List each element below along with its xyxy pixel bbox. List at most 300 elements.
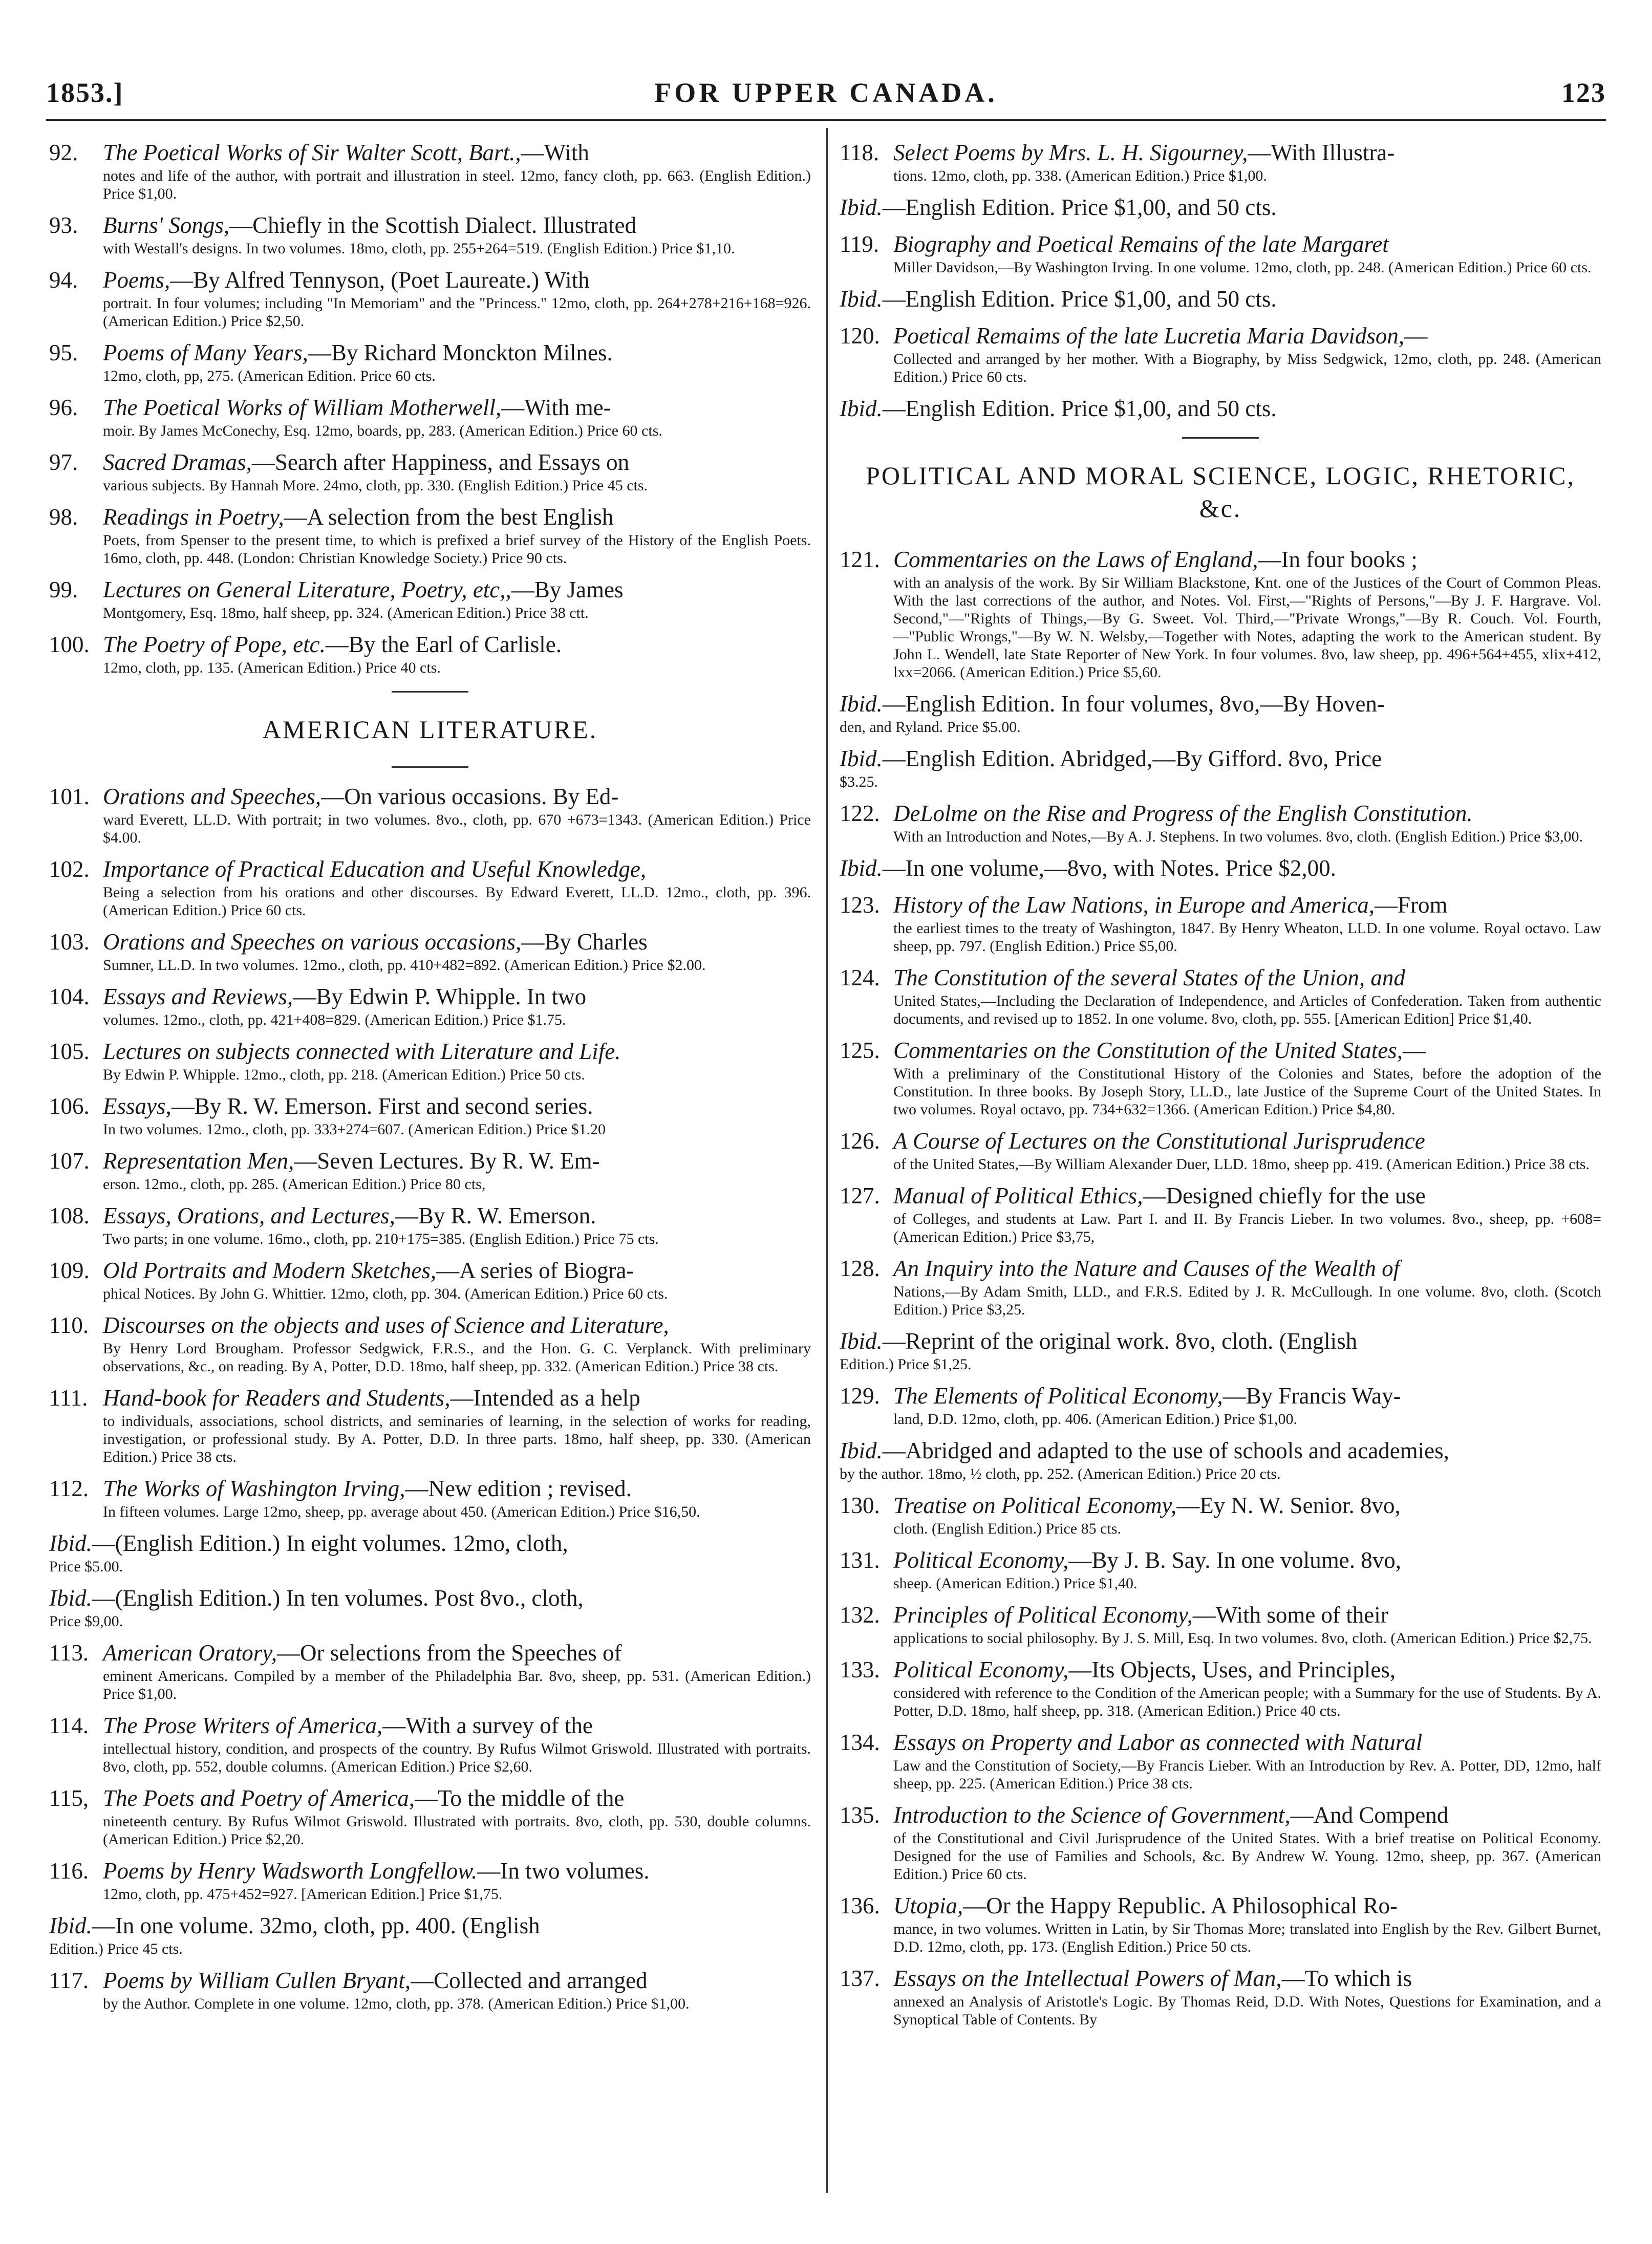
entry-author: —By R. W. Emerson. bbox=[395, 1203, 596, 1228]
ibid-entry bbox=[49, 1529, 811, 1576]
entry-number: 131. bbox=[840, 1547, 880, 1573]
entry-number: 137. bbox=[840, 1966, 880, 1991]
entry-number: 126. bbox=[840, 1128, 880, 1154]
ibid-entry bbox=[840, 394, 1601, 423]
entry-author: —(English Edition.) In ten volumes. Post 8vo., cloth, bbox=[92, 1585, 584, 1611]
entry-details: 12mo, cloth, pp. 135. (American Edition.) Price 40 cts. bbox=[103, 659, 441, 676]
entry-author: —With Illustra- bbox=[1248, 140, 1395, 165]
catalog-entry bbox=[49, 1638, 811, 1703]
entry-author: —Collected and arranged bbox=[411, 1968, 648, 1993]
entry-number: 107. bbox=[49, 1148, 90, 1174]
entry-author: —With bbox=[521, 140, 589, 165]
catalog-entry bbox=[840, 1891, 1601, 1956]
entry-details: ward Everett, LL.D. With portrait; in two volumes. 8vo., cloth, pp. 670 +673=1343. (American Edition.) Price $4.00. bbox=[103, 811, 811, 846]
page-number: 123 bbox=[1561, 77, 1606, 108]
entry-number: 120. bbox=[840, 323, 880, 349]
entry-title: Orations and Speeches on various occasions, bbox=[103, 929, 522, 955]
entry-title: Hand-book for Readers and Students, bbox=[103, 1385, 450, 1411]
entry-author: —In one volume. 32mo, cloth, pp. 400. (English bbox=[92, 1913, 540, 1938]
entry-details: tions. 12mo, cloth, pp. 338. (American Edition.) Price $1,00. bbox=[893, 167, 1267, 184]
entry-number: 136. bbox=[840, 1893, 880, 1918]
entry-author: —Its Objects, Uses, and Principles, bbox=[1068, 1657, 1396, 1682]
entry-number: 99. bbox=[49, 577, 78, 602]
catalog-entry bbox=[49, 982, 811, 1029]
entry-details: sheep. (American Edition.) Price $1,40. bbox=[893, 1575, 1138, 1592]
entry-heading bbox=[103, 1092, 811, 1120]
entry-title: The Poetry of Pope, etc. bbox=[103, 632, 326, 657]
entry-heading bbox=[893, 1254, 1601, 1283]
section-rule bbox=[392, 691, 468, 693]
right-column bbox=[840, 138, 1601, 2037]
catalog-entry bbox=[49, 338, 811, 385]
catalog-entry bbox=[840, 1601, 1601, 1647]
entry-title: Political Economy, bbox=[893, 1547, 1069, 1573]
section-rule bbox=[1182, 437, 1259, 439]
catalog-entry bbox=[840, 963, 1601, 1028]
entry-title: Essays and Reviews, bbox=[103, 984, 293, 1009]
entry-heading bbox=[893, 321, 1601, 350]
entry-heading bbox=[103, 1384, 811, 1412]
entry-title: The Prose Writers of America, bbox=[103, 1713, 383, 1738]
entry-title: The Elements of Political Economy, bbox=[893, 1383, 1223, 1409]
entry-heading bbox=[103, 1256, 811, 1285]
catalog-entry bbox=[840, 545, 1601, 681]
entry-number: 97. bbox=[49, 449, 78, 475]
entry-details: By Henry Lord Brougham. Professor Sedgwick, F.R.S., and the Hon. G. C. Verplanck. With preliminary observations, &c., on reading. By A, Potter, D.D. 18mo, half sheep, pp. 332. (American Edition.) Price 38 cts. bbox=[103, 1340, 811, 1375]
ibid-entry bbox=[840, 193, 1601, 222]
entry-title: Orations and Speeches, bbox=[103, 784, 321, 809]
entry-number: 98. bbox=[49, 504, 78, 530]
catalog-entry bbox=[49, 211, 811, 257]
entry-heading bbox=[893, 138, 1601, 167]
header-year: 1853.] bbox=[46, 77, 124, 108]
entry-number: 101. bbox=[49, 784, 90, 809]
entry-details: land, D.D. 12mo, cloth, pp. 406. (American Edition.) Price $1,00. bbox=[893, 1411, 1298, 1428]
entry-details: of the Constitutional and Civil Jurisprudence of the United States. With a brief treatise on Political Economy. Designed for the use of Families and Schools, &c. By Andrew W. Young. 12mo, sheep, pp. 367. (American Edition.) Price 60 cts. bbox=[893, 1830, 1601, 1883]
entry-heading bbox=[103, 927, 811, 956]
entry-author: —With me- bbox=[501, 395, 611, 420]
entry-heading bbox=[103, 338, 811, 367]
entry-title: American Oratory, bbox=[103, 1640, 277, 1666]
entry-title: Utopia, bbox=[893, 1893, 963, 1918]
entry-heading bbox=[103, 1311, 811, 1340]
entry-details: applications to social philosophy. By J. S. Mill, Esq. In two volumes. 8vo, cloth. (American Edition.) Price $2,75. bbox=[893, 1630, 1592, 1647]
entry-title: The Poets and Poetry of America, bbox=[103, 1785, 415, 1811]
entry-author: ,—By James bbox=[505, 577, 624, 602]
entry-details: of Colleges, and students at Law. Part I. and II. By Francis Lieber. In two volumes. 8vo., sheep, pp. +608= (American Edition.) Price $3,75, bbox=[893, 1211, 1601, 1245]
catalog-entry bbox=[49, 1201, 811, 1248]
entry-number: 104. bbox=[49, 984, 90, 1009]
entry-title: DeLolme on the Rise and Progress of the English Constitution. bbox=[893, 801, 1473, 826]
entry-details: eminent Americans. Compiled by a member of the Philadelphia Bar. 8vo, sheep, pp. 531. (American Edition.) Price $1,00. bbox=[103, 1668, 811, 1702]
catalog-entry bbox=[840, 891, 1601, 955]
entry-author: —Seven Lectures. By R. W. Em- bbox=[294, 1148, 600, 1174]
entry-title: Essays on the Intellectual Powers of Man, bbox=[893, 1966, 1282, 1991]
entry-author: —Intended as a help bbox=[450, 1385, 640, 1411]
section-rule bbox=[392, 766, 468, 768]
catalog-entry bbox=[49, 782, 811, 847]
entry-number: 114. bbox=[49, 1713, 89, 1738]
ibid-label: Ibid. bbox=[840, 195, 883, 220]
entry-title: Lectures on General Literature, Poetry, etc, bbox=[103, 577, 506, 602]
entry-author: —By Richard Monckton Milnes. bbox=[308, 340, 613, 365]
ibid-entry bbox=[840, 1327, 1601, 1373]
entry-heading bbox=[893, 1181, 1601, 1210]
entry-title: Introduction to the Science of Government, bbox=[893, 1802, 1291, 1828]
entry-author: —In four books ; bbox=[1258, 547, 1418, 572]
catalog-entry bbox=[840, 1801, 1601, 1883]
entry-details: 12mo, cloth, pp. 475+452=927. [American Edition.] Price $1,75. bbox=[103, 1886, 503, 1903]
entry-title: Treatise on Political Economy, bbox=[893, 1493, 1177, 1518]
entry-author: —A series of Biogra- bbox=[436, 1258, 634, 1283]
catalog-entry bbox=[840, 321, 1601, 386]
entry-number: 127. bbox=[840, 1183, 880, 1209]
entry-author: —And Compend bbox=[1290, 1802, 1449, 1828]
catalog-entry bbox=[49, 1784, 811, 1848]
header-title: FOR UPPER CANADA. bbox=[654, 77, 998, 108]
entry-author: —By J. B. Say. In one volume. 8vo, bbox=[1068, 1547, 1401, 1573]
entry-title: The Works of Washington Irving, bbox=[103, 1476, 405, 1501]
entry-details: Poets, from Spenser to the present time, to which is prefixed a brief survey of the History of the English Poets. 16mo, cloth, pp. 448. (London: Christian Knowledge Society.) Price 90 cts. bbox=[103, 532, 811, 567]
entry-details: Being a selection from his orations and other discourses. By Edward Everett, LL.D. 12mo., cloth, pp. 396. (American Edition.) Price 60 cts. bbox=[103, 884, 811, 919]
ibid-label: Ibid. bbox=[840, 855, 883, 881]
entry-heading bbox=[893, 1964, 1601, 1993]
entry-details: $3.25. bbox=[840, 773, 878, 790]
entry-author: —English Edition. Price $1,00, and 50 cts. bbox=[882, 195, 1277, 220]
entry-title: Commentaries on the Laws of England, bbox=[893, 547, 1258, 572]
entry-number: 113. bbox=[49, 1640, 89, 1666]
catalog-entry bbox=[840, 1546, 1601, 1592]
entry-details: Two parts; in one volume. 16mo., cloth, pp. 210+175=385. (English Edition.) Price 75 cts. bbox=[103, 1231, 659, 1247]
ibid-entry bbox=[49, 1584, 811, 1630]
entry-heading bbox=[103, 1037, 811, 1066]
entry-title: Poems by Henry Wadsworth Longfellow. bbox=[103, 1858, 478, 1884]
entry-details: Law and the Constitution of Society,—By Francis Lieber. With an Introduction by Rev. A. Potter, DD, 12mo, half sheep, pp. 225. (American Edition.) Price 38 cts. bbox=[893, 1757, 1601, 1792]
entry-heading bbox=[840, 285, 1601, 313]
ibid-label: Ibid. bbox=[49, 1913, 92, 1938]
entry-title: Sacred Dramas, bbox=[103, 449, 252, 475]
entry-details: With an Introduction and Notes,—By A. J. Stephens. In two volumes. 8vo, cloth. (English Edition.) Price $3,00. bbox=[893, 828, 1583, 845]
entry-heading bbox=[893, 1036, 1601, 1065]
entry-heading bbox=[103, 1474, 811, 1503]
entry-details: the earliest times to the treaty of Washington, 1847. By Henry Wheaton, LLD. In one volume. Royal octavo. Law sheep, pp. 797. (English Edition.) Price $5,00. bbox=[893, 920, 1601, 955]
catalog-entry bbox=[49, 1256, 811, 1303]
running-header bbox=[46, 77, 1606, 113]
entry-author: —Designed chiefly for the use bbox=[1143, 1183, 1426, 1209]
entry-author: —Ey N. W. Senior. 8vo, bbox=[1176, 1493, 1401, 1518]
entry-heading bbox=[840, 854, 1601, 882]
ibid-entry bbox=[840, 689, 1601, 736]
entry-title: Poems of Many Years, bbox=[103, 340, 308, 365]
catalog-entry bbox=[840, 799, 1601, 846]
entry-author: —Or the Happy Republic. A Philosophical Ro- bbox=[963, 1893, 1398, 1918]
entry-number: 111. bbox=[49, 1385, 88, 1411]
entry-details: With a preliminary of the Constitutional History of the Colonies and States, before the adoption of the Constitution. In three books. By Joseph Story, LL.D., late Justice of the Supreme Court of the United States. In two volumes. Royal octavo, pp. 734+632=1366. (American Edition.) Price $4,80. bbox=[893, 1065, 1601, 1118]
entry-details: In two volumes. 12mo., cloth, pp. 333+274=607. (American Edition.) Price $1.20 bbox=[103, 1121, 606, 1138]
entry-author: —By Alfred Tennyson, (Poet Laureate.) With bbox=[170, 267, 590, 293]
entry-details: by the author. 18mo, ½ cloth, pp. 252. (American Edition.) Price 20 cts. bbox=[840, 1465, 1281, 1482]
entry-author: —To which is bbox=[1281, 1966, 1412, 1991]
entry-number: 134. bbox=[840, 1730, 880, 1755]
entry-number: 110. bbox=[49, 1312, 89, 1338]
entry-details: phical Notices. By John G. Whittier. 12mo, cloth, pp. 304. (American Edition.) Price 60 cts. bbox=[103, 1285, 668, 1302]
catalog-entry bbox=[840, 1127, 1601, 1173]
entry-number: 100. bbox=[49, 632, 90, 657]
entry-details: considered with reference to the Condition of the American people; with a Summary for the use of Students. By A. Potter, D.D. 18mo, half sheep, pp. 318. (American Edition.) Price 40 cts. bbox=[893, 1685, 1601, 1719]
entry-title: Discourses on the objects and uses of Science and Literature, bbox=[103, 1312, 669, 1338]
entry-number: 116. bbox=[49, 1858, 89, 1884]
entry-details: Nations,—By Adam Smith, LLD., and F.R.S. Edited by J. R. McCullough. In one volume. 8vo, cloth. (Scotch Edition.) Price $3,25. bbox=[893, 1283, 1601, 1318]
entry-heading bbox=[103, 782, 811, 811]
entry-heading bbox=[103, 1857, 811, 1885]
entry-author: —Reprint of the original work. 8vo, cloth. (English bbox=[882, 1328, 1358, 1354]
entry-heading bbox=[893, 1491, 1601, 1520]
entry-heading bbox=[893, 230, 1601, 258]
entry-title: Lectures on subjects connected with Literature and Life. bbox=[103, 1039, 621, 1064]
entry-heading bbox=[893, 1546, 1601, 1574]
entry-details: Price $9,00. bbox=[49, 1613, 123, 1630]
entry-title: The Constitution of the several States of the Union, and bbox=[893, 965, 1405, 990]
entry-number: 122. bbox=[840, 801, 880, 826]
entry-author: —New edition ; revised. bbox=[405, 1476, 632, 1501]
entry-details: Price $5.00. bbox=[49, 1558, 123, 1575]
catalog-entry bbox=[840, 1181, 1601, 1246]
entry-number: 96. bbox=[49, 395, 78, 420]
entry-details: In fifteen volumes. Large 12mo, sheep, pp. average about 450. (American Edition.) Price $16,50. bbox=[103, 1503, 700, 1520]
entry-heading bbox=[49, 1911, 811, 1940]
entry-details: Montgomery, Esq. 18mo, half sheep, pp. 324. (American Edition.) Price 38 ctt. bbox=[103, 605, 589, 621]
entry-title: History of the Law Nations, in Europe and America, bbox=[893, 892, 1375, 918]
section-title-american-literature: AMERICAN LITERATURE. bbox=[262, 715, 598, 744]
entry-heading bbox=[103, 630, 811, 659]
catalog-entry bbox=[49, 1857, 811, 1903]
catalog-entry bbox=[840, 138, 1601, 185]
entry-title: Poems by William Cullen Bryant, bbox=[103, 1968, 411, 1993]
entry-details: portrait. In four volumes; including "In Memoriam" and the "Princess." 12mo, cloth, pp. 264+278+216+168=926. (American Edition.) Price $2,50. bbox=[103, 295, 811, 330]
entry-details: to individuals, associations, school districts, and seminaries of learning, in the selection of works for reading, investigation, or professional study. By A. Potter, D.D. In three parts. 18mo, half sheep, pp. 330. (American Edition.) Price 38 cts. bbox=[103, 1413, 811, 1465]
entry-author: —By the Earl of Carlisle. bbox=[325, 632, 562, 657]
entry-heading bbox=[840, 394, 1601, 423]
entry-heading bbox=[840, 1327, 1601, 1355]
catalog-entry bbox=[49, 1037, 811, 1084]
entry-list bbox=[49, 138, 811, 677]
entry-number: 106. bbox=[49, 1093, 90, 1119]
entry-number: 123. bbox=[840, 892, 880, 918]
entry-number: 135. bbox=[840, 1802, 880, 1828]
ibid-label: Ibid. bbox=[840, 1328, 883, 1354]
entry-heading bbox=[893, 1891, 1601, 1920]
entry-details: various subjects. By Hannah More. 24mo, cloth, pp. 330. (English Edition.) Price 45 cts. bbox=[103, 477, 648, 494]
ibid-label: Ibid. bbox=[49, 1530, 92, 1556]
entry-heading bbox=[893, 891, 1601, 919]
entry-heading bbox=[103, 1147, 811, 1175]
entry-details: nineteenth century. By Rufus Wilmot Griswold. Illustrated with portraits. 8vo, cloth, pp. 530, double columns. (American Edition.) Price $2,20. bbox=[103, 1813, 811, 1848]
entry-title: Biography and Poetical Remains of the late Margaret bbox=[893, 231, 1389, 257]
entry-title: Essays, Orations, and Lectures, bbox=[103, 1203, 395, 1228]
entry-heading bbox=[840, 744, 1601, 773]
entry-title: Essays on Property and Labor as connected with Natural bbox=[893, 1730, 1423, 1755]
column-divider bbox=[826, 128, 828, 2193]
entry-heading bbox=[103, 503, 811, 531]
entry-number: 118. bbox=[840, 140, 879, 165]
entry-heading bbox=[103, 1711, 811, 1740]
entry-number: 103. bbox=[49, 929, 90, 955]
entry-author: —Abridged and adapted to the use of schools and academies, bbox=[882, 1438, 1449, 1463]
entry-heading bbox=[893, 1801, 1601, 1829]
entry-heading bbox=[840, 1436, 1601, 1465]
entry-details: 12mo, cloth, pp, 275. (American Edition. Price 60 cts. bbox=[103, 368, 436, 384]
catalog-entry bbox=[840, 1655, 1601, 1720]
ibid-label: Ibid. bbox=[840, 691, 883, 717]
entry-number: 105. bbox=[49, 1039, 90, 1064]
entry-number: 93. bbox=[49, 212, 78, 238]
entry-author: —By Francis Way- bbox=[1222, 1383, 1401, 1409]
entry-details: Edition.) Price $1,25. bbox=[840, 1356, 972, 1373]
entry-author: —English Edition. Abridged,—By Gifford. 8vo, Price bbox=[882, 746, 1382, 771]
entry-author: —Search after Happiness, and Essays on bbox=[251, 449, 630, 475]
entry-title: The Poetical Works of Sir Walter Scott, Bart., bbox=[103, 140, 521, 165]
entry-heading bbox=[840, 689, 1601, 718]
entry-number: 132. bbox=[840, 1602, 880, 1628]
entry-heading bbox=[103, 1966, 811, 1995]
entry-author: —In one volume,—8vo, with Notes. Price $2,00. bbox=[882, 855, 1336, 881]
entry-number: 128. bbox=[840, 1256, 880, 1281]
entry-author: —English Edition. Price $1,00, and 50 cts. bbox=[882, 396, 1277, 421]
entry-heading bbox=[49, 1584, 811, 1612]
entry-details: volumes. 12mo., cloth, pp. 421+408=829. (American Edition.) Price $1.75. bbox=[103, 1011, 566, 1028]
entry-author: —By R. W. Emerson. First and second series. bbox=[171, 1093, 593, 1119]
ibid-label: Ibid. bbox=[840, 1438, 883, 1463]
ibid-label: Ibid. bbox=[840, 746, 883, 771]
catalog-entry bbox=[840, 1382, 1601, 1428]
entry-details: moir. By James McConechy, Esq. 12mo, boards, pp, 283. (American Edition.) Price 60 cts. bbox=[103, 422, 662, 439]
entry-number: 129. bbox=[840, 1383, 880, 1409]
entry-details: with an analysis of the work. By Sir William Blackstone, Knt. one of the Justices of the Court of Common Pleas. With the last corrections of the author, and Notes. Vol. First,—"Rights of Persons,"—By J. F. Hargrave. Vol. Second,"—"Rights of Things,—By G. Sweet. Vol. Third,—"Private Wrongs,"—By R. Couch. Vol. Fourth,—"Public Wrongs,"—By W. N. Welsby,—Together with Notes, adapting the work to the American student. By John L. Wendell, late State Reporter of New York. In four volumes. 8vo, law sheep, pp. 496+564+455, xlix+412, lxx=2066. (American Edition.) Price $5,60. bbox=[893, 574, 1601, 681]
entry-title: Readings in Poetry, bbox=[103, 504, 284, 530]
entry-list bbox=[840, 545, 1601, 2029]
catalog-entry bbox=[840, 1728, 1601, 1793]
entry-list bbox=[49, 782, 811, 2013]
entry-heading bbox=[103, 266, 811, 294]
entry-heading bbox=[893, 1601, 1601, 1629]
entry-title: Manual of Political Ethics, bbox=[893, 1183, 1143, 1209]
entry-details: intellectual history, condition, and prospects of the country. By Rufus Wilmot Griswold. Illustrated with portraits. 8vo, cloth, pp. 552, double columns. (American Edition.) Price $2,60. bbox=[103, 1740, 811, 1775]
entry-author: —English Edition. In four volumes, 8vo,—By Hoven- bbox=[882, 691, 1385, 717]
entry-heading bbox=[893, 1655, 1601, 1684]
entry-number: 108. bbox=[49, 1203, 90, 1228]
entry-details: cloth. (English Edition.) Price 85 cts. bbox=[893, 1520, 1121, 1537]
catalog-entry bbox=[840, 1964, 1601, 2029]
catalog-entry bbox=[49, 1966, 811, 2013]
catalog-entry bbox=[49, 1711, 811, 1776]
catalog-entry bbox=[49, 1147, 811, 1193]
catalog-entry bbox=[49, 1384, 811, 1466]
entry-number: 119. bbox=[840, 231, 879, 257]
catalog-entry bbox=[49, 855, 811, 919]
ibid-entry bbox=[840, 744, 1601, 791]
catalog-entry bbox=[840, 1254, 1601, 1319]
catalog-entry bbox=[49, 630, 811, 677]
entry-author: —With a survey of the bbox=[382, 1713, 593, 1738]
entry-title: Representation Men, bbox=[103, 1148, 294, 1174]
entry-number: 117. bbox=[49, 1968, 89, 1993]
entry-details: Miller Davidson,—By Washington Irving. In one volume. 12mo, cloth, pp. 248. (American Edition.) Price 60 cts. bbox=[893, 259, 1592, 276]
catalog-entry bbox=[49, 393, 811, 440]
entry-title: A Course of Lectures on the Constitutional Jurisprudence bbox=[893, 1128, 1425, 1154]
entry-heading bbox=[103, 1638, 811, 1667]
entry-author: — bbox=[1404, 323, 1428, 349]
entry-title: Importance of Practical Education and Useful Knowledge, bbox=[103, 856, 647, 882]
entry-heading bbox=[103, 211, 811, 240]
entry-heading bbox=[103, 138, 811, 167]
entry-heading bbox=[103, 982, 811, 1011]
entry-heading bbox=[103, 575, 811, 604]
catalog-entry bbox=[840, 1491, 1601, 1538]
entry-heading bbox=[893, 1382, 1601, 1410]
catalog-entry bbox=[49, 575, 811, 622]
entry-title: Essays, bbox=[103, 1093, 171, 1119]
entry-details: Sumner, LL.D. In two volumes. 12mo., cloth, pp. 410+482=892. (American Edition.) Price $2.00. bbox=[103, 957, 706, 974]
entry-title: Poetical Remaims of the late Lucretia Maria Davidson, bbox=[893, 323, 1405, 349]
entry-details: annexed an Analysis of Aristotle's Logic. By Thomas Reid, D.D. With Notes, Questions for Examination, and a Synoptical Table of Contents. By bbox=[893, 1993, 1601, 2028]
entry-heading bbox=[103, 855, 811, 883]
catalog-entry bbox=[49, 266, 811, 330]
entry-number: 112. bbox=[49, 1476, 89, 1501]
entry-number: 109. bbox=[49, 1258, 90, 1283]
entry-details: By Edwin P. Whipple. 12mo., cloth, pp. 218. (American Edition.) Price 50 cts. bbox=[103, 1066, 585, 1083]
entry-number: 121. bbox=[840, 547, 880, 572]
entry-author: —To the middle of the bbox=[415, 1785, 625, 1811]
catalog-entry bbox=[49, 138, 811, 203]
entry-heading bbox=[840, 193, 1601, 222]
ibid-label: Ibid. bbox=[49, 1585, 92, 1611]
entry-number: 102. bbox=[49, 856, 90, 882]
entry-heading bbox=[49, 1529, 811, 1558]
entry-heading bbox=[103, 1201, 811, 1230]
catalog-entry bbox=[49, 1311, 811, 1375]
entry-number: 94. bbox=[49, 267, 78, 293]
entry-author: —By Edwin P. Whipple. In two bbox=[293, 984, 587, 1009]
entry-heading bbox=[893, 1127, 1601, 1155]
catalog-entry bbox=[49, 503, 811, 567]
entry-details: den, and Ryland. Price $5.00. bbox=[840, 719, 1021, 736]
entry-author: —By Charles bbox=[521, 929, 648, 955]
entry-number: 95. bbox=[49, 340, 78, 365]
catalog-entry bbox=[49, 927, 811, 974]
entry-author: —On various occasions. By Ed- bbox=[321, 784, 619, 809]
ibid-label: Ibid. bbox=[840, 286, 883, 312]
entry-details: Collected and arranged by her mother. With a Biography, by Miss Sedgwick, 12mo, cloth, pp. 248. (American Edition.) Price 60 cts. bbox=[893, 351, 1601, 385]
ibid-entry bbox=[840, 285, 1601, 313]
entry-title: The Poetical Works of William Motherwell, bbox=[103, 395, 502, 420]
entry-details: erson. 12mo., cloth, pp. 285. (American Edition.) Price 80 cts, bbox=[103, 1176, 486, 1193]
entry-author: —Or selections from the Speeches of bbox=[276, 1640, 622, 1666]
entry-author: —From bbox=[1375, 892, 1448, 918]
header-rule bbox=[46, 119, 1606, 121]
catalog-entry bbox=[49, 448, 811, 494]
entry-heading bbox=[893, 545, 1601, 574]
entry-number: 125. bbox=[840, 1038, 880, 1063]
entry-title: Commentaries on the Constitution of the United States, bbox=[893, 1038, 1403, 1063]
catalog-entry bbox=[840, 230, 1601, 276]
entry-number: 92. bbox=[49, 140, 78, 165]
entry-heading bbox=[893, 1728, 1601, 1757]
entry-author: —With some of their bbox=[1192, 1602, 1388, 1628]
entry-number: 130. bbox=[840, 1493, 880, 1518]
entry-heading bbox=[103, 1784, 811, 1813]
entry-title: Select Poems by Mrs. L. H. Sigourney, bbox=[893, 140, 1248, 165]
entry-title: Political Economy, bbox=[893, 1657, 1069, 1682]
